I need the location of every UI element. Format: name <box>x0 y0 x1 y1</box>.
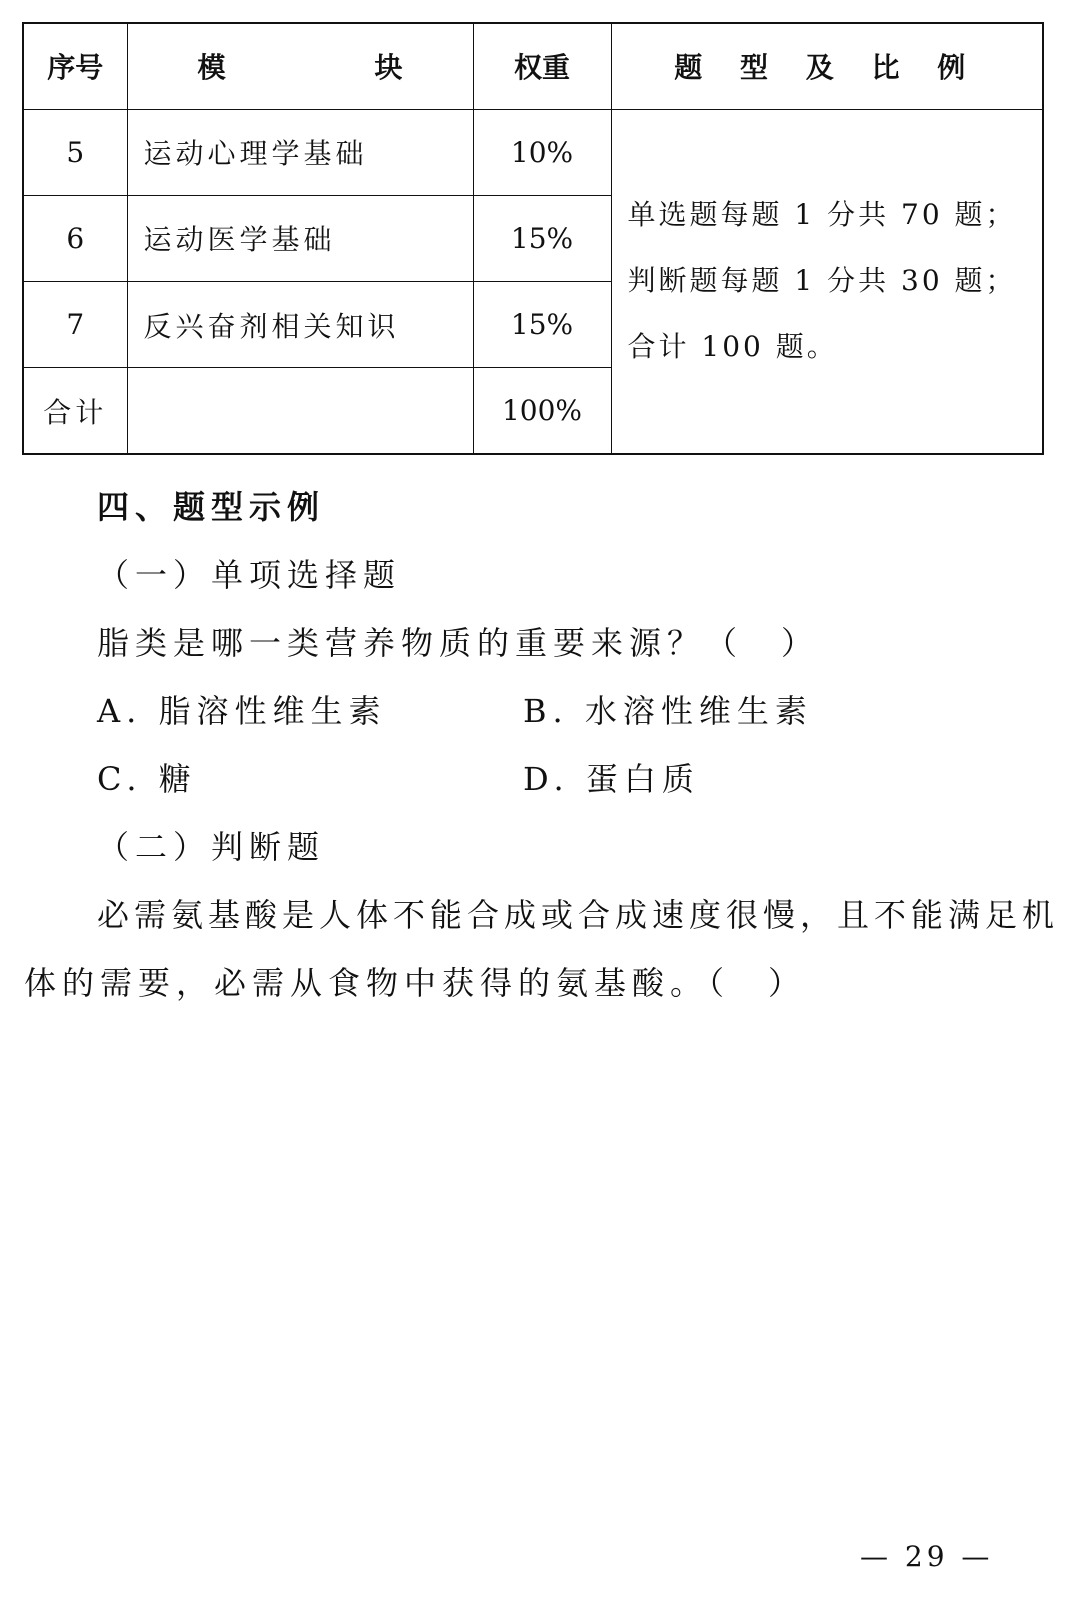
row-total-label: 合计 <box>23 368 127 454</box>
note-line: 判断题每题 1 分共 30 题； <box>627 264 1017 298</box>
section-title: 四、题型示例 <box>97 488 326 526</box>
mcq-option-c: C. 糖 <box>97 760 197 798</box>
header-module-char-1: 模 <box>197 51 226 85</box>
row-module: 运动心理学基础 <box>127 109 473 195</box>
note-line: 单选题每题 1 分共 70 题； <box>627 198 1017 232</box>
mcq-heading: （一）单项选择题 <box>97 556 402 594</box>
header-weight: 权重 <box>473 23 611 109</box>
row-weight: 15% <box>473 282 611 368</box>
question-type-note <box>611 109 1043 454</box>
row-module: 运动医学基础 <box>127 195 473 281</box>
header-module-char-2: 块 <box>374 51 403 85</box>
row-module: 反兴奋剂相关知识 <box>127 282 473 368</box>
row-no: 7 <box>23 282 127 368</box>
tf-question-line-1: 必需氨基酸是人体不能合成或合成速度很慢，且不能满足机 <box>97 896 1060 934</box>
tf-heading: （二）判断题 <box>97 828 326 866</box>
page-number: — 29 — <box>860 1540 994 1573</box>
row-weight: 15% <box>473 195 611 281</box>
header-type: 题 型 及 比 例 <box>611 23 1043 109</box>
exam-structure-table <box>22 22 1044 455</box>
header-no: 序号 <box>23 23 127 109</box>
row-no: 5 <box>23 109 127 195</box>
mcq-option-a: A. 脂溶性维生素 <box>97 692 387 730</box>
mcq-option-d: D. 蛋白质 <box>523 760 700 798</box>
tf-question-line-2: 体的需要，必需从食物中获得的氨基酸。（ ） <box>24 964 807 1002</box>
note-line: 合计 100 题。 <box>627 330 838 364</box>
row-weight-total: 100% <box>473 368 611 454</box>
row-weight: 10% <box>473 109 611 195</box>
mcq-option-b: B. 水溶性维生素 <box>523 692 813 730</box>
mcq-question: 脂类是哪一类营养物质的重要来源？（ ） <box>97 624 820 662</box>
header-module <box>127 23 473 109</box>
row-no: 6 <box>23 195 127 281</box>
row-module <box>127 368 473 454</box>
